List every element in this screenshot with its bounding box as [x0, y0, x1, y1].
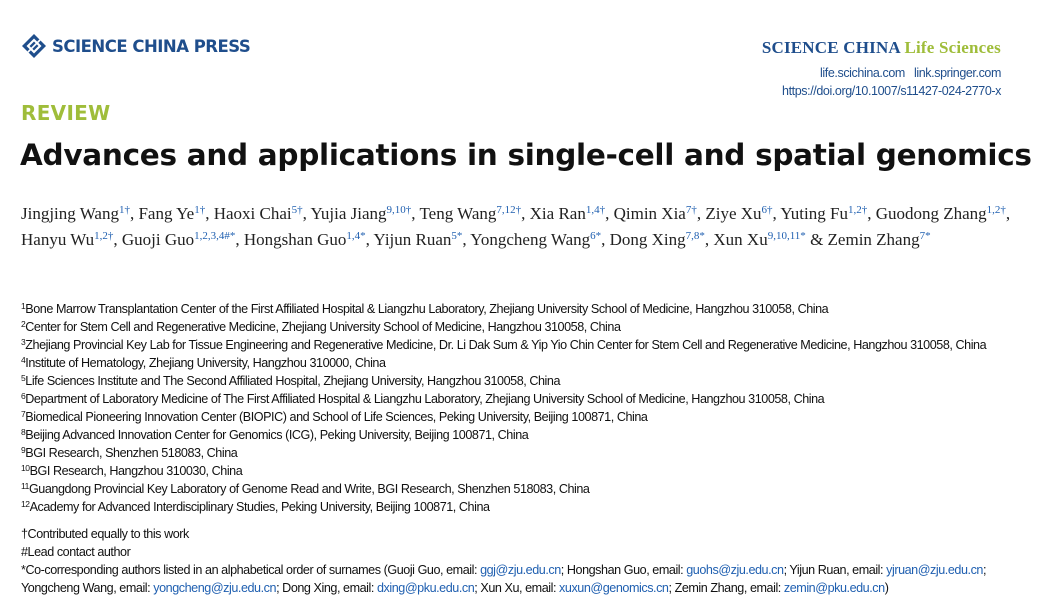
affiliation-number: 3 [21, 337, 26, 347]
affiliation-text: Guangdong Provincial Key Laboratory of Genome Read and Write, BGI Research, Shenzhen 518083, China [28, 482, 590, 496]
affiliation-item [21, 372, 986, 390]
corresponding-text: ; Zemin Zhang, email: [668, 581, 784, 595]
affiliation-item [21, 354, 986, 372]
author-name: Yujia Jiang [310, 204, 387, 223]
email-link[interactable]: yjruan@zju.edu.cn [886, 563, 983, 577]
affiliation-number: 10 [21, 463, 30, 473]
affiliation-text: Department of Laboratory Medicine of The First Affiliated Hospital & Liangzhu Laboratory, Zhejiang University School of Medicine, Hangzhou 310058, China [25, 392, 825, 406]
journal-links [762, 64, 1001, 100]
author-notes [21, 525, 1006, 597]
author-name: Guoji Guo [121, 229, 195, 249]
corresponding-authors-note [21, 561, 1006, 597]
affiliation-list [21, 300, 986, 516]
paper-title: Advances and applications in single-cell and spatial genomics [20, 138, 1032, 172]
email-link[interactable]: dxing@pku.edu.cn [376, 581, 475, 595]
author-name: Xun Xu [713, 229, 768, 249]
affiliation-number: 11 [21, 481, 29, 491]
affiliation-number: 9 [21, 445, 26, 455]
affiliation-text: Beijing Advanced Innovation Center for Genomics (ICG), Peking University, Beijing 100871, China [25, 428, 529, 442]
author-affiliation-marker: 9,10,11* [767, 229, 806, 242]
affiliation-item [21, 318, 986, 336]
affiliation-item [21, 336, 986, 354]
affiliation-number: 2 [21, 319, 26, 329]
science-china-press-logo-icon [21, 33, 47, 59]
corresponding-text: ; Yijun Ruan, email: [783, 563, 887, 577]
affiliation-text: Biomedical Pioneering Innovation Center (BIOPIC) and School of Life Sciences, Peking University, Beijing 100871, China [25, 410, 648, 424]
publisher-name: SCIENCE CHINA PRESS [52, 36, 251, 56]
affiliation-number: 7 [21, 409, 26, 419]
author-name: Yongcheng Wang [470, 229, 591, 249]
corresponding-end: ) [884, 581, 889, 595]
affiliation-number: 1 [21, 301, 26, 311]
author-name: Dong Xing [609, 229, 686, 249]
author-affiliation-marker: 6* [590, 229, 602, 242]
author-affiliation-marker: 5* [451, 229, 463, 242]
author-affiliation-marker: 5† [291, 204, 303, 216]
email-link[interactable]: xuxun@genomics.cn [559, 581, 669, 595]
journal-link-springer[interactable]: link.springer.com [914, 66, 1001, 80]
author-affiliation-marker: 6† [761, 204, 773, 216]
journal-title-subject: Life Sciences [904, 38, 1001, 57]
author-name: Jingjing Wang [21, 204, 119, 223]
contributed-equally-note: †Contributed equally to this work [21, 527, 189, 541]
author-affiliation-marker: 1,4* [346, 229, 366, 242]
author-name: Ziye Xu [705, 204, 762, 223]
affiliation-number: 5 [21, 373, 26, 383]
lead-contact-note: #Lead contact author [21, 545, 131, 559]
affiliation-text: Academy for Advanced Interdisciplinary Studies, Peking University, Beijing 100871, China [29, 500, 490, 514]
corresponding-text: ; Yongcheng Wang, email: [21, 563, 987, 595]
author-affiliation-marker: 7† [685, 204, 697, 216]
affiliation-item [21, 480, 986, 498]
affiliation-text: Zhejiang Provincial Key Lab for Tissue Engineering and Regenerative Medicine, Dr. Li Dak Sum & Yip Yio Chin Center for Stem Cell and Regenerative Medicine, Hangzhou 310058, China [25, 338, 987, 352]
affiliation-item [21, 426, 986, 444]
affiliation-number: 12 [21, 499, 30, 509]
author-affiliation-marker: 1,2,3,4#* [194, 229, 236, 242]
corresponding-text: ; Dong Xing, email: [276, 581, 377, 595]
journal-title [762, 38, 1001, 58]
email-link[interactable]: guohs@zju.edu.cn [686, 563, 784, 577]
affiliation-text: BGI Research, Hangzhou 310030, China [29, 464, 243, 478]
affiliation-text: Institute of Hematology, Zhejiang University, Hangzhou 310000, China [25, 356, 386, 370]
author-name: Qimin Xia [613, 204, 686, 223]
doi-link[interactable]: https://doi.org/10.1007/s11427-024-2770-x [782, 84, 1001, 98]
affiliation-item [21, 498, 986, 516]
author-affiliation-marker: 7* [919, 229, 931, 242]
author-affiliation-marker: 7,12† [496, 204, 522, 216]
journal-block [762, 38, 1001, 100]
author-affiliation-marker: 1,2† [986, 204, 1006, 216]
author-name: Hanyu Wu [21, 229, 95, 249]
author-name: Haoxi Chai [213, 204, 292, 223]
affiliation-item [21, 408, 986, 426]
author-name: Yijun Ruan [373, 229, 452, 249]
affiliation-number: 8 [21, 427, 26, 437]
affiliation-item [21, 462, 986, 480]
author-name: Yuting Fu [780, 204, 848, 223]
author-affiliation-marker: 7,8* [685, 229, 705, 242]
author-affiliation-marker: 1,4† [585, 204, 606, 216]
email-link[interactable]: zemin@pku.edu.cn [783, 581, 885, 595]
author-name: Xia Ran [529, 204, 586, 223]
author-name: Hongshan Guo [243, 229, 347, 249]
email-link[interactable]: yongcheng@zju.edu.cn [153, 581, 277, 595]
email-link[interactable]: ggj@zju.edu.cn [480, 563, 561, 577]
author-affiliation-marker: 9,10† [386, 204, 412, 216]
author-name: Fang Ye [138, 204, 195, 223]
journal-link-scichina[interactable]: life.scichina.com [820, 66, 905, 80]
article-type-label: REVIEW [21, 101, 111, 125]
journal-title-main: SCIENCE CHINA [761, 38, 900, 57]
affiliation-text: Bone Marrow Transplantation Center of the First Affiliated Hospital & Liangzhu Laboratory, Zhejiang University School of Medicine, Hangzhou 310058, China [25, 302, 829, 316]
author-affiliation-marker: 1,2† [847, 204, 868, 216]
author-affiliation-marker: 1† [118, 204, 130, 216]
affiliation-number: 6 [21, 391, 26, 401]
author-name: Zemin Zhang [827, 229, 920, 249]
author-name: Teng Wang [419, 204, 497, 223]
author-list: Jingjing Wang$^{1\dagger}$, Fang $Ye^{1\dagger}$, Haoxi Chai$^{5\dagger}$, Yujia Jiang$^{9,10\dagger}$, Teng Wang$^{7,12\dagger}$, Xia Ran$^{1,4\dagger}$, Qimin Xia$^{7\dagger}$, Ziye $Xu^{6\dagger}$, Yuting $Fu^{1,2\dagger}$, Guodong Zhang$^{1,2\dagger}$, Hanyu $Wu^{1,2\dagger}$, Guoji Guo$^{1,2,3,4\#*}$, Hongshan Guo$^{1,4*}$, Yijun Ruan$^{5*}$, Yongcheng Wang$^{6*}$, Dong Xing$^{7,8*}$, Xun $Xu^{9,10,11*}$ & Zemin Zhang$^{7*}$ [21, 204, 1011, 249]
affiliation-text: Center for Stem Cell and Regenerative Medicine, Zhejiang University School of Medicine, Hangzhou 310058, China [25, 320, 621, 334]
affiliation-item [21, 444, 986, 462]
author-affiliation-marker: 1,2† [94, 229, 114, 242]
author-name: Guodong Zhang [875, 204, 987, 223]
publisher-logo [21, 33, 250, 59]
affiliation-item [21, 300, 986, 318]
affiliation-item [21, 390, 986, 408]
affiliation-text: Life Sciences Institute and The Second Affiliated Hospital, Zhejiang University, Hangzhou 310058, China [25, 374, 561, 388]
affiliation-text: BGI Research, Shenzhen 518083, China [25, 446, 238, 460]
corresponding-text: ; Xun Xu, email: [474, 581, 560, 595]
affiliation-number: 4 [21, 355, 26, 365]
corresponding-text: *Co-corresponding authors listed in an alphabetical order of surnames (Guoji Guo, email: [21, 563, 481, 577]
author-affiliation-marker: 1† [194, 204, 206, 216]
corresponding-text: ; Hongshan Guo, email: [560, 563, 687, 577]
